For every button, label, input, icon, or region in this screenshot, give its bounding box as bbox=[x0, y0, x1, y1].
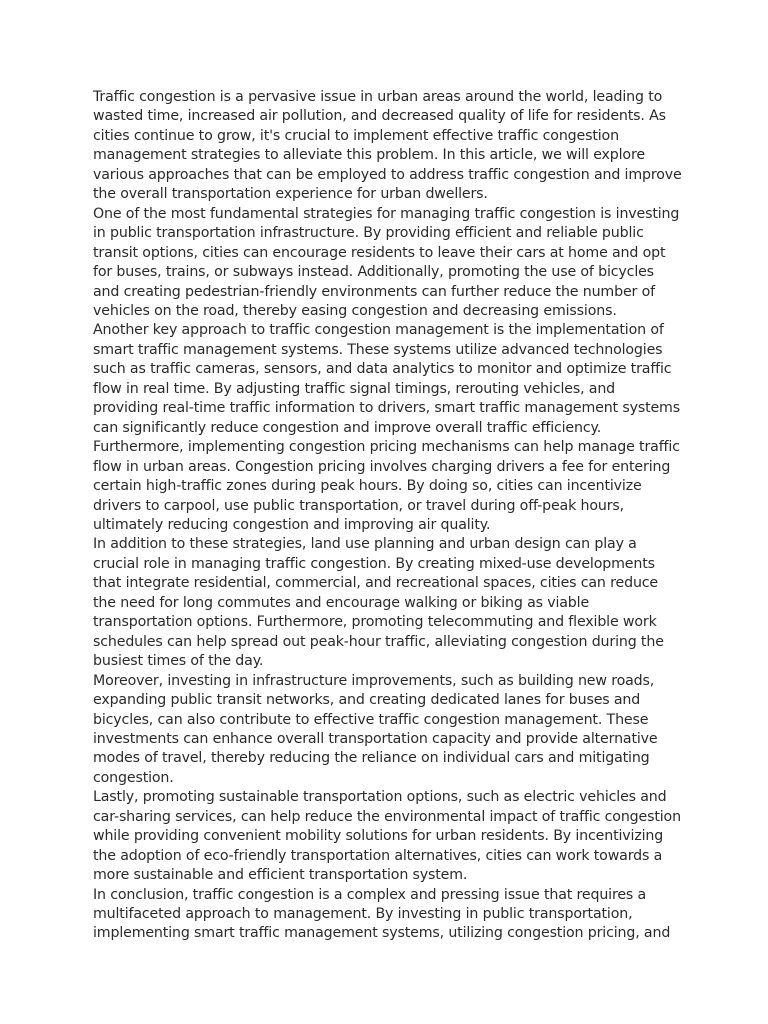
article-body bbox=[93, 88, 683, 944]
paragraph-conclusion: In conclusion, traffic congestion is a complex and pressing issue that requires a multifaceted approach to management. By investing in public transportation, implementing smart traffic management systems, utilizing congestion pricing, and bbox=[93, 886, 671, 942]
paragraph-smart-traffic-systems: Another key approach to traffic congestion management is the implementation of smart traffic management systems. These systems utilize advanced technologies such as traffic cameras, sensors, and data analytics to monitor and optimize traffic flow in real time. By adjusting traffic signal timings, rerouting vehicles, and providing real-time traffic information to drivers, smart traffic management systems can significantly reduce congestion and improve overall traffic efficiency. bbox=[93, 322, 680, 436]
paragraph-infrastructure: Moreover, investing in infrastructure improvements, such as building new roads, expanding public transit networks, and creating dedicated lanes for buses and bicycles, can also contribute to effective traffic congestion management. These investments can enhance overall transportation capacity and provide alternative modes of travel, thereby reducing the reliance on individual cars and mitigating congestion. bbox=[93, 672, 658, 786]
paragraph-land-use-planning: In addition to these strategies, land use planning and urban design can play a crucial role in managing traffic congestion. By creating mixed-use developments that integrate residential, commercial, and recreational spaces, cities can reduce the need for long commutes and encourage walking or biking as viable transportation options. Furthermore, promoting telecommuting and flexible work schedules can help spread out peak-hour traffic, alleviating congestion during the busiest times of the day. bbox=[93, 536, 664, 670]
paragraph-intro: Traffic congestion is a pervasive issue in urban areas around the world, leading to wasted time, increased air pollution, and decreased quality of life for residents. As cities continue to grow, it's crucial to implement effective traffic congestion management strategies to alleviate this problem. In this article, we will explore various approaches that can be employed to address traffic congestion and improve the overall transportation experience for urban dwellers. bbox=[93, 89, 682, 203]
paragraph-sustainable-transport: Lastly, promoting sustainable transportation options, such as electric vehicles and car-sharing services, can help reduce the environmental impact of traffic congestion while providing convenient mobility solutions for urban residents. By incentivizing the adoption of eco-friendly transportation alternatives, cities can work towards a more sustainable and efficient transportation system. bbox=[93, 789, 681, 884]
paragraph-public-transportation: One of the most fundamental strategies for managing traffic congestion is investing in public transportation infrastructure. By providing efficient and reliable public transit options, cities can encourage residents to leave their cars at home and opt for buses, trains, or subways instead. Additionally, promoting the use of bicycles and creating pedestrian-friendly environments can further reduce the number of vehicles on the road, thereby easing congestion and decreasing emissions. bbox=[93, 205, 680, 319]
paragraph-congestion-pricing: Furthermore, implementing congestion pricing mechanisms can help manage traffic flow in urban areas. Congestion pricing involves charging drivers a fee for entering certain high-traffic zones during peak hours. By doing so, cities can incentivize drivers to carpool, use public transportation, or travel during off-peak hours, ultimately reducing congestion and improving air quality. bbox=[93, 439, 680, 533]
